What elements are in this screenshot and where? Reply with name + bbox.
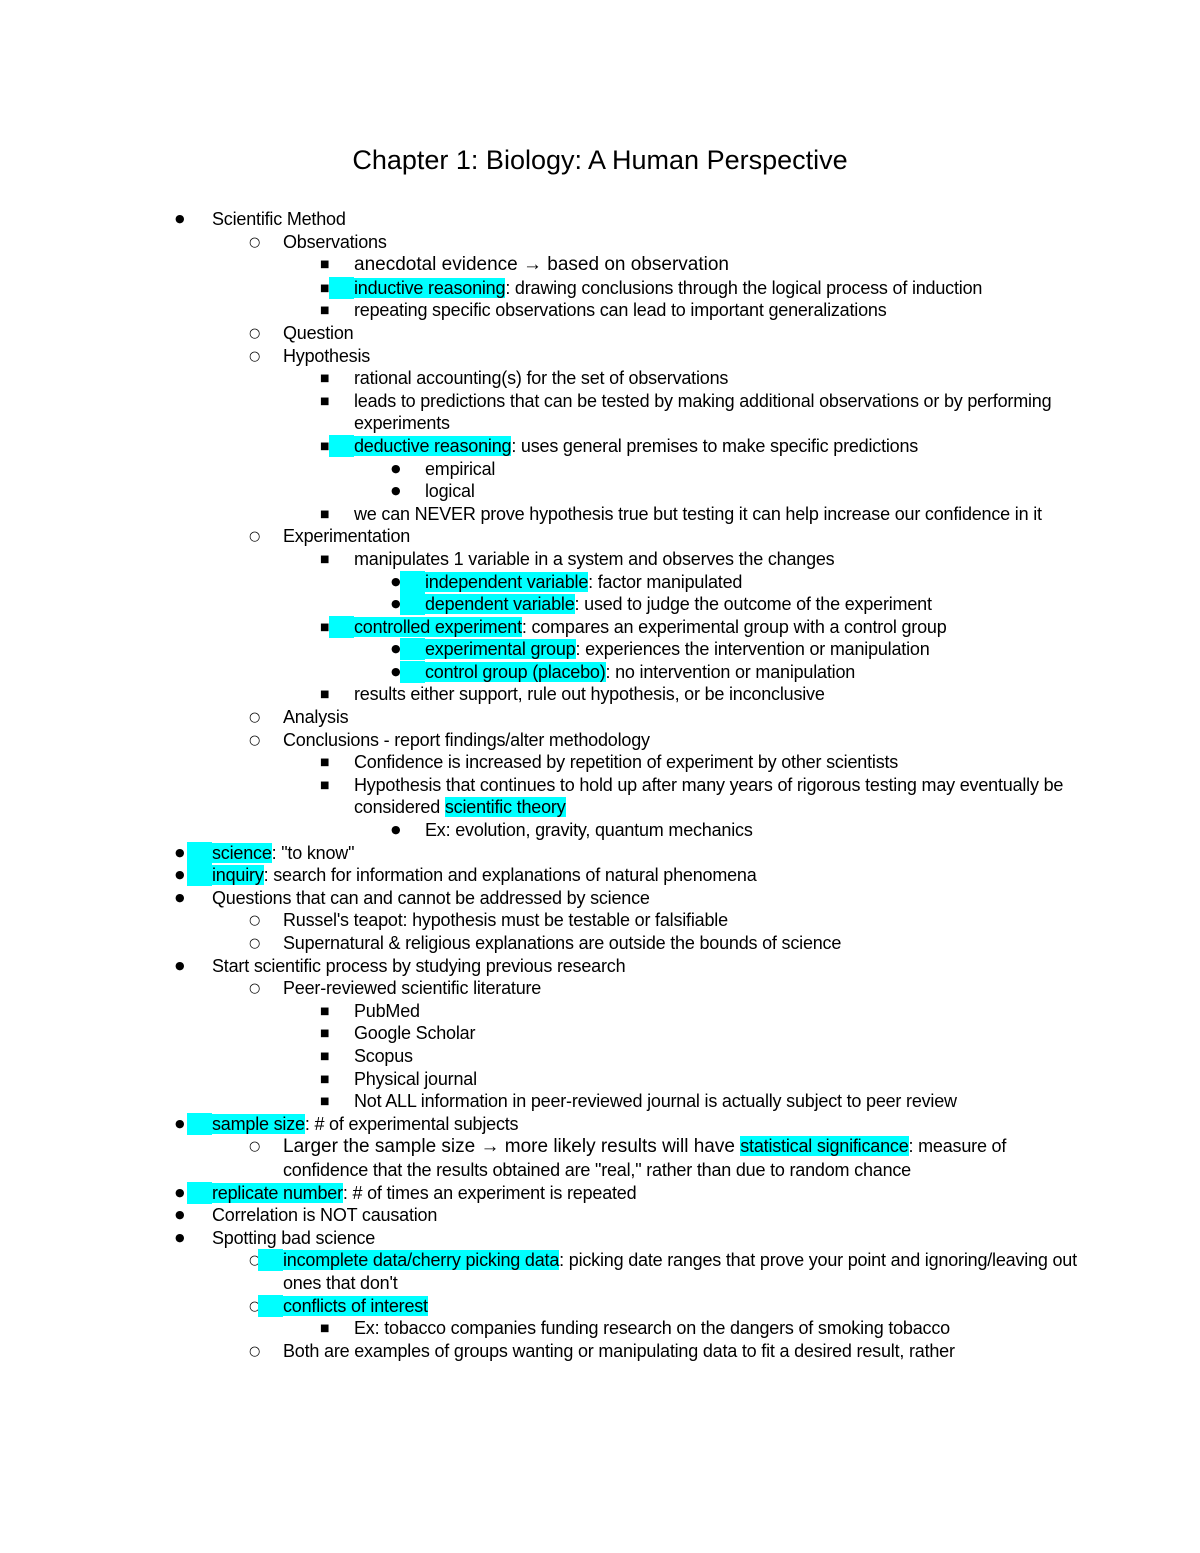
outline-item-level-4 (425, 593, 1092, 616)
outline-row (425, 661, 1092, 684)
outline-row (354, 548, 1092, 571)
highlight-lead (258, 1295, 283, 1317)
outline-item-level-1 (212, 1204, 1092, 1227)
highlighted-term: controlled experiment (354, 616, 522, 637)
outline-row (283, 932, 1092, 955)
item-text: Question (283, 322, 354, 343)
item-text: Peer-reviewed scientific literature (283, 978, 542, 999)
outline-row (283, 1340, 1092, 1363)
outline-row (425, 638, 1092, 661)
outline-item-level-4 (425, 638, 1092, 661)
outline-item-level-2 (283, 932, 1092, 955)
item-text: Correlation is NOT causation (212, 1205, 438, 1226)
outline-item-level-3 (354, 774, 1092, 842)
item-text: : experiences the intervention or manipulation (575, 639, 930, 660)
outline-row (283, 977, 1092, 1000)
outline-item-level-2 (283, 525, 1092, 706)
item-text: leads to predictions that can be tested by making additional observations or by performing experiments (354, 390, 1052, 434)
highlight-lead (400, 593, 425, 615)
outline-row (283, 706, 1092, 729)
outline-row (212, 208, 1092, 231)
item-text: : used to judge the outcome of the experiment (574, 594, 932, 615)
outline-row (354, 253, 1092, 277)
outline-row (354, 1045, 1092, 1068)
outline-row (425, 593, 1092, 616)
item-text: empirical (425, 458, 496, 479)
outline-row (283, 525, 1092, 548)
item-text: rational accounting(s) for the set of observations (354, 368, 729, 389)
outline-item-level-3 (354, 1022, 1092, 1045)
outline-row (212, 1227, 1092, 1250)
page-title: Chapter 1: Biology: A Human Perspective (352, 145, 848, 175)
item-text: Ex: tobacco companies funding research on the dangers of smoking tobacco (354, 1318, 950, 1339)
nested-list (425, 819, 1092, 842)
nested-list (283, 977, 1092, 1113)
outline-row (283, 1135, 1092, 1181)
item-text: Not ALL information in peer-reviewed journal is actually subject to peer review (354, 1091, 957, 1112)
outline-item-level-1 (212, 887, 1092, 955)
highlighted-term: statistical significance (740, 1136, 909, 1157)
outline-row (425, 480, 1092, 503)
outline-item-level-1 (212, 955, 1092, 1113)
highlighted-term: dependent variable (425, 594, 575, 615)
highlight-lead (187, 864, 212, 886)
item-text: Both are examples of groups wanting or manipulating data to fit a desired result, rather (283, 1340, 955, 1361)
outline-item-level-4 (425, 661, 1092, 684)
item-text: anecdotal evidence → based on observation (354, 254, 729, 276)
outline-item-level-4 (425, 480, 1092, 503)
outline-row (354, 683, 1092, 706)
item-text: results either support, rule out hypothesis, or be inconclusive (354, 684, 825, 705)
item-text: Start scientific process by studying previous research (212, 955, 626, 976)
outline-item-level-2 (283, 1135, 1092, 1181)
outline-row (354, 616, 1092, 639)
item-text: Ex: evolution, gravity, quantum mechanics (425, 820, 753, 841)
item-text: : factor manipulated (588, 571, 743, 592)
outline-row (212, 887, 1092, 910)
item-text: Physical journal (354, 1068, 477, 1089)
outline-row (212, 1113, 1092, 1136)
outline-row (283, 1249, 1092, 1294)
outline-row (354, 774, 1092, 819)
item-text: Confidence is increased by repetition of experiment by other scientists (354, 752, 899, 773)
outline-item-level-2 (283, 1295, 1092, 1340)
item-text: Spotting bad science (212, 1227, 376, 1248)
item-text: : # of times an experiment is repeated (342, 1182, 637, 1203)
highlighted-term: inquiry (212, 865, 264, 886)
highlight-lead (187, 842, 212, 864)
highlighted-term: incomplete data/cherry picking data (283, 1250, 560, 1271)
nested-list (354, 1000, 1092, 1113)
highlighted-term: replicate number (212, 1182, 343, 1203)
highlighted-term: conflicts of interest (283, 1295, 428, 1316)
outline-row (283, 322, 1092, 345)
nested-list (425, 638, 1092, 683)
item-text: Supernatural & religious explanations are outside the bounds of science (283, 933, 842, 953)
nested-list (425, 571, 1092, 616)
outline-item-level-3 (354, 299, 1092, 322)
outline-item-level-2 (283, 977, 1092, 1113)
item-text: : search for information and explanations of natural phenomena (263, 865, 757, 886)
outline-row (425, 571, 1092, 594)
outline-item-level-3 (354, 253, 1092, 277)
highlight-lead (400, 571, 425, 593)
outline-item-level-3 (354, 548, 1092, 616)
outline-row (212, 1204, 1092, 1227)
outline-row (425, 458, 1092, 481)
outline-item-level-3 (354, 367, 1092, 390)
outline-item-level-4 (425, 819, 1092, 842)
highlight-lead (400, 661, 425, 683)
outline-row (354, 299, 1092, 322)
item-text: Observations (283, 231, 387, 252)
outline-item-level-3 (354, 1090, 1092, 1113)
item-text: Experimentation (283, 526, 411, 547)
outline-item-level-2 (283, 345, 1092, 526)
outline-row (354, 277, 1092, 300)
outline-row (283, 729, 1092, 752)
outline-item-level-3 (354, 683, 1092, 706)
item-text: Analysis (283, 707, 349, 728)
highlighted-term: inductive reasoning (354, 277, 506, 298)
item-text: : compares an experimental group with a control group (521, 616, 947, 637)
highlighted-term: experimental group (425, 639, 576, 660)
highlighted-term: control group (placebo) (425, 661, 606, 682)
outline-row (354, 1068, 1092, 1091)
item-text: : # of experimental subjects (304, 1113, 519, 1134)
outline-item-level-3 (354, 1045, 1092, 1068)
outline-item-level-2 (283, 1249, 1092, 1294)
nested-list (354, 1317, 1092, 1340)
outline-row (283, 345, 1092, 368)
outline-item-level-3 (354, 751, 1092, 774)
nested-list (283, 231, 1092, 842)
item-text: : drawing conclusions through the logical process of induction (505, 277, 983, 298)
outline-row (354, 1090, 1092, 1113)
nested-list (354, 548, 1092, 706)
item-text: we can NEVER prove hypothesis true but testing it can help increase our confidence in it (354, 503, 1042, 524)
highlight-lead (329, 616, 354, 638)
nested-list (425, 458, 1092, 503)
outline-item-level-3 (354, 390, 1092, 435)
outline-item-level-1 (212, 864, 1092, 887)
item-text: : measure of confidence that the results obtained are "real," rather than due to random chance (283, 1136, 1007, 1180)
outline-row (212, 1182, 1092, 1205)
outline-item-level-4 (425, 458, 1092, 481)
outline-item-level-1 (212, 842, 1092, 865)
item-text: : "to know" (271, 842, 355, 863)
outline-row (283, 231, 1092, 254)
outline-item-level-2 (283, 1340, 1092, 1363)
highlight-lead (187, 1113, 212, 1135)
item-text: : picking date ranges that prove your point and ignoring/leaving out ones that don't (283, 1250, 1077, 1293)
outline-row (354, 503, 1092, 526)
nested-list (283, 1135, 1092, 1181)
outline-row (354, 435, 1092, 458)
outline-item-level-1 (212, 1227, 1092, 1363)
outline-item-level-1 (212, 208, 1092, 842)
outline-row (425, 819, 1092, 842)
nested-list (354, 253, 1092, 322)
highlight-lead (400, 638, 425, 660)
outline-item-level-3 (354, 616, 1092, 684)
highlight-lead (258, 1249, 283, 1271)
outline-item-level-2 (283, 322, 1092, 345)
item-text: PubMed (354, 1000, 420, 1021)
item-text: repeating specific observations can lead to important generalizations (354, 300, 887, 321)
outline-item-level-2 (283, 706, 1092, 729)
item-text: : uses general premises to make specific predictions (511, 435, 919, 456)
outline-item-level-2 (283, 909, 1092, 932)
highlighted-term: deductive reasoning (354, 435, 512, 456)
outline-row (212, 955, 1092, 978)
highlighted-term: sample size (212, 1113, 305, 1134)
outline-row (283, 1295, 1092, 1318)
outline-item-level-1 (212, 1113, 1092, 1182)
item-text: Hypothesis (283, 345, 371, 366)
item-text: Russel's teapot: hypothesis must be testable or falsifiable (283, 910, 728, 931)
item-text: manipulates 1 variable in a system and observes the changes (354, 548, 835, 569)
nested-list (283, 1249, 1092, 1362)
outline-item-level-4 (425, 571, 1092, 594)
item-text: Scopus (354, 1045, 413, 1066)
outline-item-level-3 (354, 503, 1092, 526)
outline-item-level-3 (354, 1000, 1092, 1023)
nested-list (354, 367, 1092, 525)
nested-list (354, 751, 1092, 841)
item-text: Scientific Method (212, 209, 346, 229)
item-text: Questions that can and cannot be addressed by science (212, 887, 650, 908)
outline-row (354, 1000, 1092, 1023)
outline-item-level-3 (354, 1317, 1092, 1340)
outline-row (212, 842, 1092, 865)
item-text: Conclusions - report findings/alter methodology (283, 729, 650, 750)
item-text: Larger the sample size → more likely results will have (283, 1136, 741, 1158)
item-text: logical (425, 481, 475, 502)
outline-list (212, 208, 1092, 1362)
item-text: Hypothesis that continues to hold up after many years of rigorous testing may eventually be considered (354, 774, 1064, 818)
outline-row (354, 751, 1092, 774)
outline-item-level-2 (283, 231, 1092, 322)
highlighted-term: science (212, 842, 272, 863)
outline-item-level-3 (354, 435, 1092, 503)
outline-row (212, 864, 1092, 887)
outline-item-level-3 (354, 277, 1092, 300)
outline-row (354, 1022, 1092, 1045)
highlighted-term: independent variable (425, 571, 589, 592)
item-text: : no intervention or manipulation (605, 661, 856, 682)
highlight-lead (329, 435, 354, 457)
outline-row (354, 367, 1092, 390)
highlight-lead (329, 277, 354, 299)
outline-item-level-3 (354, 1068, 1092, 1091)
item-text: Google Scholar (354, 1023, 476, 1044)
highlighted-term: scientific theory (444, 797, 566, 818)
outline-row (354, 390, 1092, 435)
outline-row (283, 909, 1092, 932)
outline-row (354, 1317, 1092, 1340)
nested-list (283, 909, 1092, 954)
outline-item-level-2 (283, 729, 1092, 842)
highlight-lead (187, 1182, 212, 1204)
outline-item-level-1 (212, 1182, 1092, 1205)
